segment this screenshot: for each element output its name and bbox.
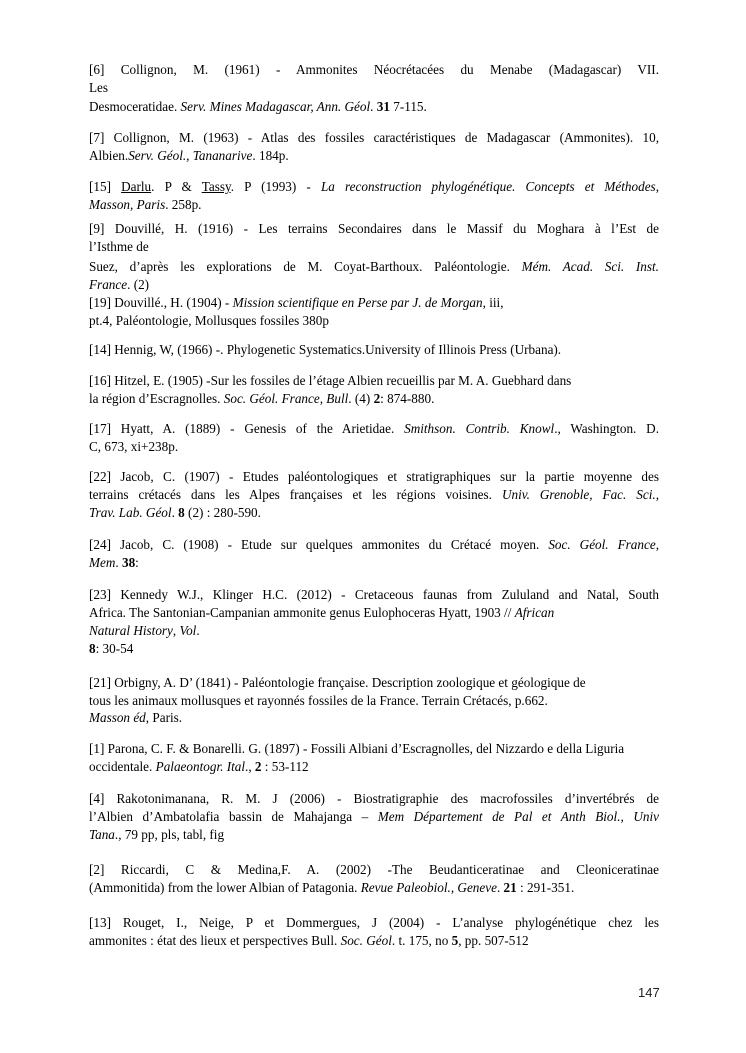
reference-14-line-2 [89,808,659,825]
reference-6-line-1 [89,341,561,358]
text-run: Masson éd [89,710,146,725]
text-run: , [655,179,659,194]
text-run: Tassy [201,179,231,194]
text-run: Revue Paleobiol., Geneve [360,880,497,895]
text-run: La reconstruction phylogénétique. Concepts et Méthodes [320,179,656,194]
text-run: [15] [89,179,122,194]
text-run: 7-115. [389,99,427,114]
text-run: Desmoceratidae. [89,99,181,114]
reference-2-line-1 [89,129,659,146]
text-run: [14] Hennig, W, (1966) -. Phylogenetic Systematics.University of Illinois Press (Urbana). [89,342,562,357]
text-run: , [172,623,180,638]
text-run: C, 673, xi+238p. [89,439,179,454]
text-run: (2) : 280-590. [184,505,261,520]
text-run: . 258p. [165,197,202,212]
text-run: Albien. [89,148,129,163]
reference-5-line-2 [89,312,329,329]
text-run: Mission scientifique en Perse par J. de Morgan [232,295,483,310]
reference-15-line-2 [89,879,574,896]
reference-12-line-3 [89,709,182,726]
text-run: Soc. Géol. France, Bull [223,391,349,406]
text-run: Serv. Géol., Tananarive [128,148,253,163]
reference-1-line-2 [89,79,108,96]
text-run: Smithson. Contrib. Knowl [404,421,555,436]
reference-4-line-1 [89,220,659,237]
text-run: [24] Jacob, C. (1908) - Etude sur quelques ammonites du Crétacé moyen. [89,537,549,552]
reference-15-line-1 [89,861,659,878]
text-run: 8 [89,641,96,656]
text-run: 38 [121,555,136,570]
reference-12-line-2 [89,692,548,709]
reference-3-line-1 [89,178,659,195]
text-run: 31 [376,99,390,114]
reference-7-line-2 [89,390,434,407]
reference-4-line-3 [89,258,659,275]
text-run: [6] Collignon, M. (1961) - Ammonites Néocrétacées du Menabe (Madagascar) VII. [89,62,659,77]
text-run: : 874-880. [380,391,435,406]
text-run: Natural History [89,623,173,638]
text-run: [21] Orbigny, A. D’ (1841) - Paléontologie française. Description zoologique et géologique de [89,675,586,690]
text-run: . [196,623,200,638]
text-run: [2] Riccardi, C & Medina,F. A. (2002) -The Beudanticeratinae and Cleoniceratinae [89,862,659,877]
text-run: Soc. Géol [340,933,392,948]
text-run: ., [245,759,255,774]
reference-8-line-1 [89,420,659,437]
reference-10-line-1 [89,536,659,553]
text-run: . (2) [127,277,150,292]
reference-9-line-2 [89,486,659,503]
text-run: , Paris. [145,710,183,725]
text-run: . 184p. [252,148,289,163]
text-run: [19] Douvillé., H. (1904) - [89,295,233,310]
text-run: la région d’Escragnolles. [89,391,224,406]
text-run: [23] Kennedy W.J., Klinger H.C. (2012) - Cretaceous faunas from Zululand and Natal, South [89,587,659,602]
text-run: Masson, Paris [89,197,166,212]
reference-5-line-1 [89,294,504,311]
text-run: 2 [373,391,381,406]
text-run: Soc. Géol. France, [548,537,659,552]
text-run: African [514,605,555,620]
text-run: Les [89,80,109,95]
text-run: [13] Rouget, I., Neige, P et Dommergues, J (2004) - L’analyse phylogénétique chez les [89,915,659,930]
text-run: [16] Hitzel, E. (1905) -Sur les fossiles de l’étage Albien recueillis par M. A. Guebhard dans [89,373,572,388]
reference-4-line-2 [89,238,149,255]
text-run: France [89,277,128,292]
reference-9-line-1 [89,468,659,485]
text-run: : 53-112 [261,759,309,774]
reference-9-line-3 [89,504,261,521]
text-run: Univ. Grenoble, Fac. Sci., [501,487,659,502]
reference-14-line-3 [89,826,224,843]
text-run: Mem Département de Pal et Anth Biol., Univ [377,809,659,824]
text-run: . [496,880,504,895]
text-run: Serv. Mines Madagascar, Ann. Géol [180,99,371,114]
text-run: (Ammonitida) from the lower Albian of Patagonia. [89,880,361,895]
reference-8-line-2 [89,438,178,455]
reference-4-line-4 [89,276,149,293]
reference-16-line-1 [89,914,659,931]
reference-13-line-2 [89,758,309,775]
reference-11-line-4 [89,640,133,657]
text-run: 8 [178,505,185,520]
reference-14-line-1 [89,790,659,807]
text-run: Vol [179,623,197,638]
text-run: : 291-351. [516,880,575,895]
text-run: [1] Parona, C. F. & Bonarelli. G. (1897) - Fossili Albiani d’Escragnolles, del Nizzardo e della Liguria [89,741,625,756]
text-run: ammonites : état des lieux et perspectives Bull. [89,933,341,948]
text-run: Darlu [121,179,152,194]
text-run: , pp. 507-512 [458,933,529,948]
text-run: occidentale. [89,759,156,774]
text-run: . [171,505,179,520]
text-run: , iii, [482,295,504,310]
text-run: . P (1993) - [230,179,321,194]
text-run: [22] Jacob, C. (1907) - Etudes paléontologiques et stratigraphiques sur la partie moyenne des [89,469,659,484]
text-run: pt.4, Paléontologie, Mollusques fossiles 380p [89,313,329,328]
text-run: . [370,99,377,114]
text-run: Mém. Acad. Sci. Inst. [521,259,659,274]
text-run: . [115,555,122,570]
reference-11-line-3 [89,622,200,639]
text-run: 2 [254,759,262,774]
text-run: tous les animaux mollusques et rayonnés fossiles de la France. Terrain Crétacés, p.662. [89,693,548,708]
text-run: Palaeontogr. Ital [155,759,246,774]
text-run: 21 [503,880,517,895]
text-run: [9] Douvillé, H. (1916) - Les terrains Secondaires dans le Massif du Moghara à l’Est de [89,221,659,236]
text-run: Africa. The Santonian-Campanian ammonite genus Eulophoceras Hyatt, 1903 // [89,605,515,620]
text-run: . t. 175, no [391,933,452,948]
reference-10-line-2 [89,554,139,571]
text-run: : [135,555,139,570]
text-run: : 30-54 [95,641,134,656]
text-run: l’Albien d’Ambatolafia bassin de Mahajanga – [89,809,378,824]
reference-7-line-1 [89,372,571,389]
reference-13-line-1 [89,740,624,757]
reference-11-line-1 [89,586,659,603]
reference-16-line-2 [89,932,529,949]
text-run: Trav. Lab. Géol [89,505,172,520]
text-run: [4] Rakotonimanana, R. M. J (2006) - Biostratigraphie des macrofossiles d’invertébrés de [89,791,659,806]
text-run: Suez, d’après les explorations de M. Coyat-Barthoux. Paléontologie. [89,259,522,274]
text-run: ., 79 pp, pls, tabl, fig [114,827,225,842]
text-run: Mem [89,555,116,570]
page-number: 147 [638,985,660,1000]
text-run: Tana [89,827,115,842]
text-run: l’Isthme de [89,239,149,254]
reference-2-line-2 [89,147,289,164]
text-run: . (4) [348,391,374,406]
reference-12-line-1 [89,674,586,691]
reference-11-line-2 [89,604,554,621]
text-run: . P & [151,179,202,194]
text-run: 5 [451,933,459,948]
reference-3-line-2 [89,196,201,213]
text-run: ., Washington. D. [554,421,659,436]
reference-1-line-3 [89,98,427,115]
text-run: [17] Hyatt, A. (1889) - Genesis of the Arietidae. [89,421,405,436]
text-run: [7] Collignon, M. (1963) - Atlas des fossiles caractéristiques de Madagascar (Ammonites). 10, [89,130,659,145]
reference-1-line-1 [89,61,659,78]
text-run: terrains crétacés dans les Alpes françaises et les régions voisines. [89,487,502,502]
